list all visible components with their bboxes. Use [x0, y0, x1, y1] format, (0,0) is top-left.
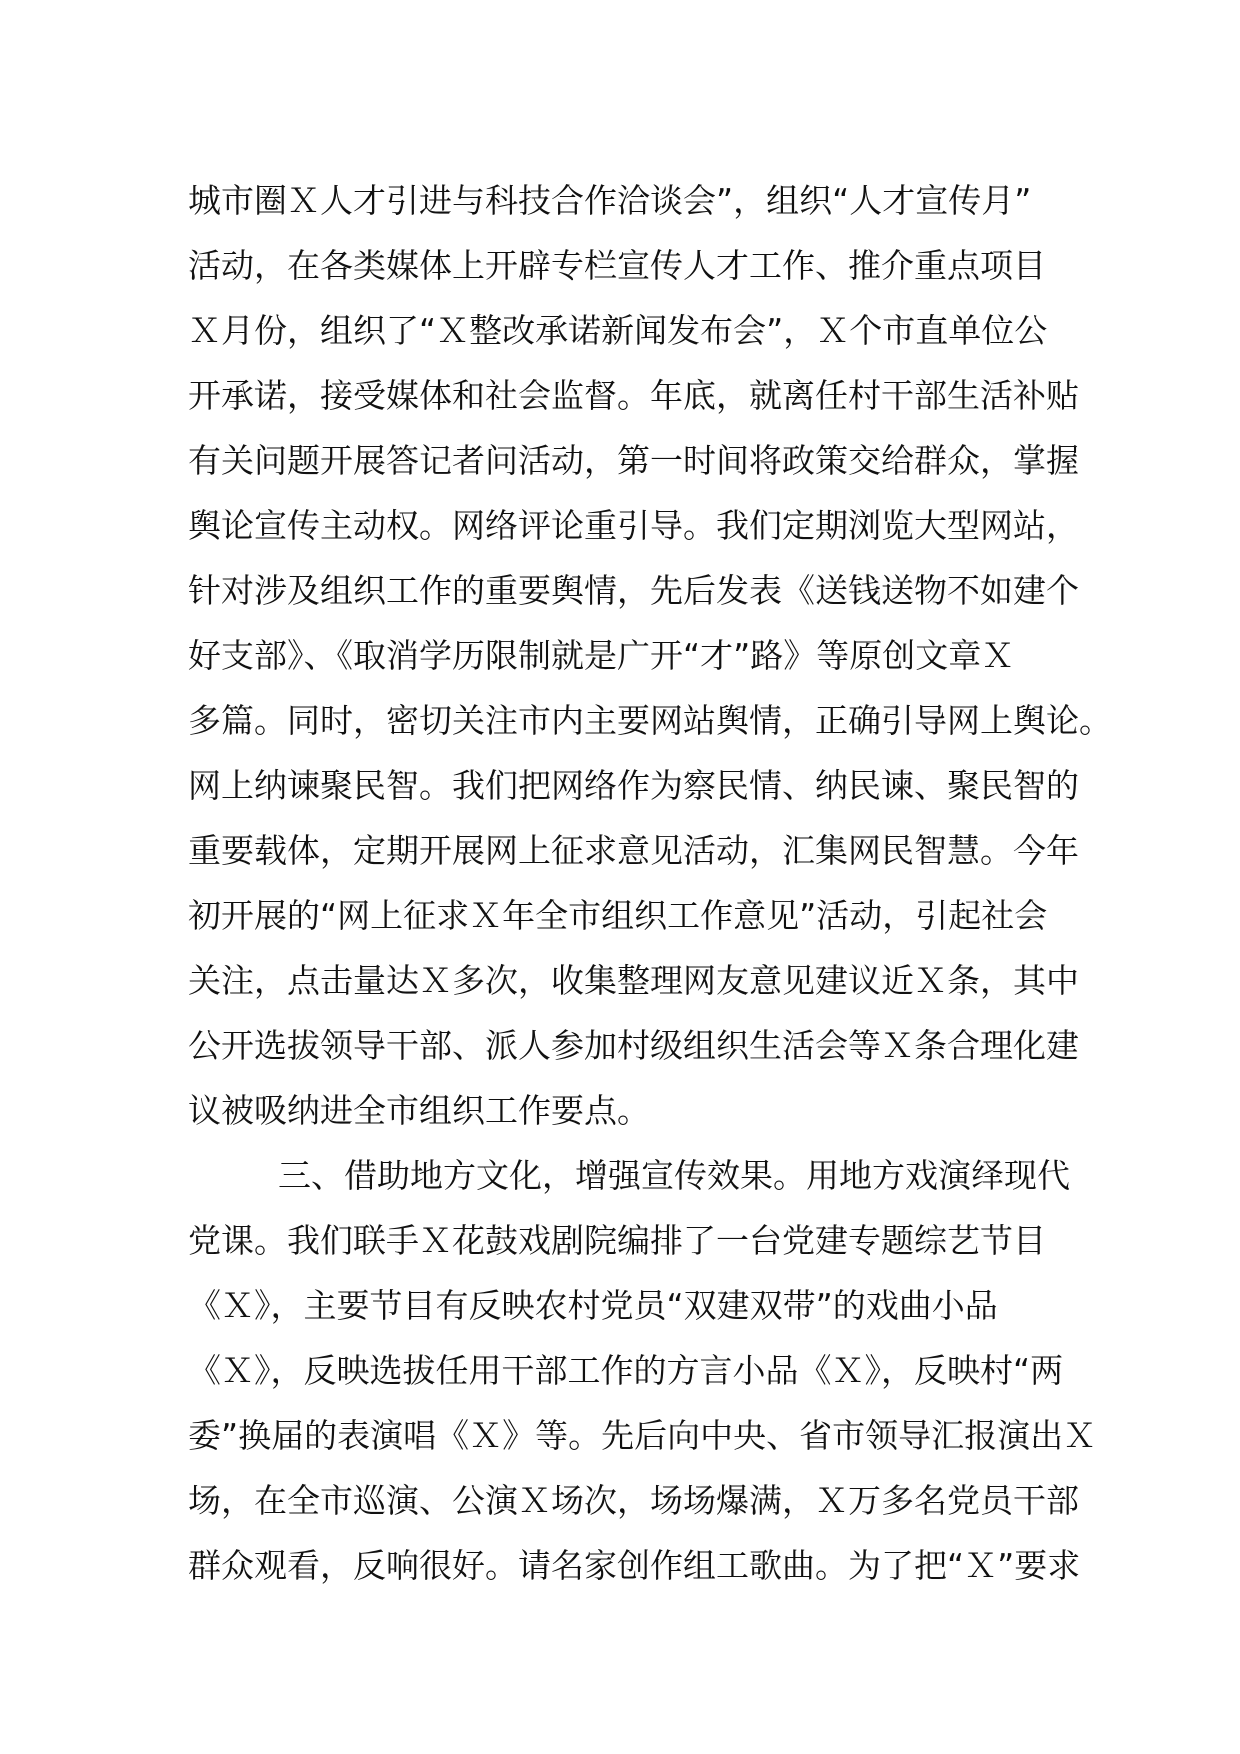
text-line: 针对涉及组织工作的重要舆情，先后发表《送钱送物不如建个: [188, 571, 1079, 610]
text-line: 网上纳谏聚民智。我们把网络作为察民情、纳民谏、聚民智的: [188, 766, 1079, 805]
text-line: 初开展的“网上征求Ｘ年全市组织工作意见”活动，引起社会: [188, 896, 1048, 935]
text-line: Ｘ月份，组织了“Ｘ整改承诺新闻发布会”，Ｘ个市直单位公: [188, 311, 1048, 350]
text-line: 舆论宣传主动权。网络评论重引导。我们定期浏览大型网站，: [188, 506, 1079, 545]
text-line: 公开选拔领导干部、派人参加村级组织生活会等Ｘ条合理化建: [188, 1026, 1079, 1065]
section-heading-line: 三、借助地方文化，增强宣传效果。用地方戏演绎现代: [278, 1156, 1070, 1195]
text-line: 议被吸纳进全市组织工作要点。: [188, 1091, 650, 1130]
text-line: 《Ｘ》，主要节目有反映农村党员“双建双带”的戏曲小品: [188, 1286, 998, 1325]
text-line: 活动，在各类媒体上开辟专栏宣传人才工作、推介重点项目: [188, 246, 1046, 285]
text-line: 委”换届的表演唱《Ｘ》等。先后向中央、省市领导汇报演出Ｘ: [188, 1416, 1097, 1455]
text-line: 城市圈Ｘ人才引进与科技合作洽谈会”，组织“人才宣传月”: [188, 181, 1032, 220]
text-line: 《Ｘ》，反映选拔任用干部工作的方言小品《Ｘ》，反映村“两: [188, 1351, 1064, 1390]
text-line: 有关问题开展答记者问活动，第一时间将政策交给群众，掌握: [188, 441, 1079, 480]
text-line: 好支部》、《取消学历限制就是广开“才”路》等原创文章Ｘ: [188, 636, 1015, 675]
text-line: 党课。我们联手Ｘ花鼓戏剧院编排了一台党建专题综艺节目: [188, 1221, 1046, 1260]
text-line: 开承诺，接受媒体和社会监督。年底，就离任村干部生活补贴: [188, 376, 1079, 415]
text-line: 多篇。同时，密切关注市内主要网站舆情，正确引导网上舆论。: [188, 701, 1112, 740]
text-line: 关注，点击量达Ｘ多次，收集整理网友意见建议近Ｘ条，其中: [188, 961, 1079, 1000]
text-line: 群众观看，反响很好。请名家创作组工歌曲。为了把“Ｘ”要求: [188, 1546, 1081, 1585]
body-text: [188, 168, 1112, 1598]
text-line: 场，在全市巡演、公演Ｘ场次，场场爆满，Ｘ万多名党员干部: [188, 1481, 1079, 1520]
text-line: 重要载体，定期开展网上征求意见活动，汇集网民智慧。今年: [188, 831, 1079, 870]
